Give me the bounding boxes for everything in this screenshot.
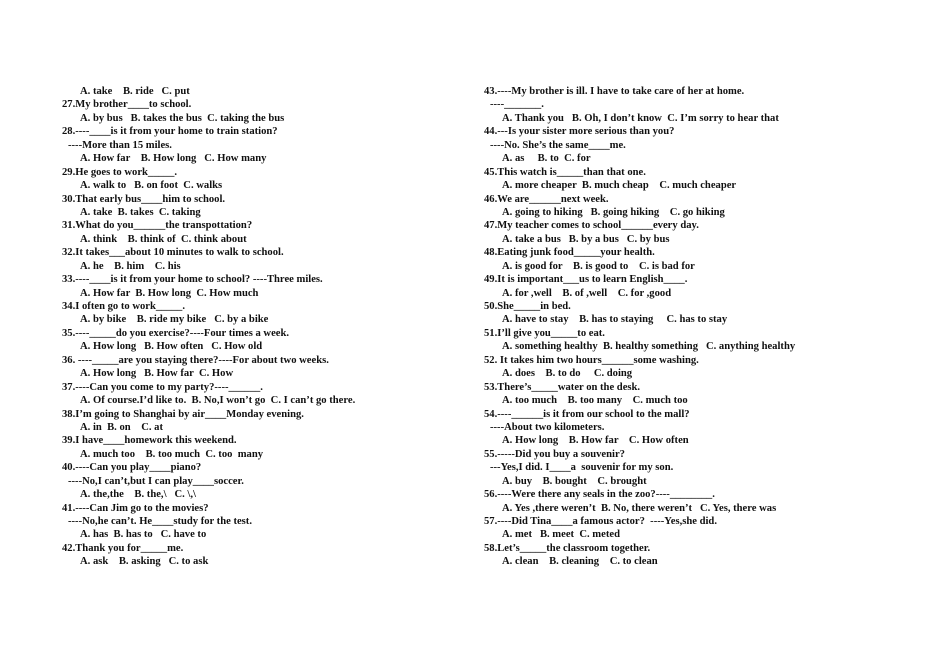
dialogue-line: ----No,I can’t,but I can play____soccer. xyxy=(68,475,244,487)
question-line: 47.My teacher comes to school______every day. xyxy=(484,220,699,232)
answer-options: A. Thank you B. Oh, I don’t know C. I’m sorry to hear that xyxy=(502,112,779,124)
question-line: 48.Eating junk food_____your health. xyxy=(484,247,655,259)
answer-options: A. for ,well B. of ,well C. for ,good xyxy=(502,287,672,299)
dialogue-line: ----About two kilometers. xyxy=(490,421,605,433)
question-line: 31.What do you______the transpottation? xyxy=(62,220,253,232)
question-line: 50.She_____in bed. xyxy=(484,301,571,312)
question-line: 27.My brother____to school. xyxy=(62,99,192,111)
question-line: 38.I’m going to Shanghai by air____Monday evening. xyxy=(62,408,304,420)
question-line: 58.Let’s_____the classroom together. xyxy=(484,542,651,554)
question-line: 52. It takes him two hours______some washing. xyxy=(484,354,699,366)
question-line: 29.He goes to work_____. xyxy=(62,166,178,178)
answer-options: A. much too B. too much C. too many xyxy=(80,448,264,460)
question-line: 45.This watch is_____than that one. xyxy=(484,166,646,178)
answer-options: A. How long B. How often C. How old xyxy=(80,341,263,353)
answer-options: A. How far B. How long C. How many xyxy=(80,153,267,165)
dialogue-line: ----_______. xyxy=(490,99,544,111)
answer-options: A. more cheaper B. much cheap C. much cheaper xyxy=(502,180,737,192)
question-line: 46.We are______next week. xyxy=(484,193,609,205)
dialogue-line: ----More than 15 miles. xyxy=(68,139,172,151)
question-line: 35.----_____do you exercise?----Four times a week. xyxy=(62,327,290,339)
dialogue-line: ----No. She’s the same____me. xyxy=(490,139,626,151)
question-line: 57.----Did Tina____a famous actor? ----Yes,she did. xyxy=(484,516,717,527)
answer-options: A. the,the B. the,\ C. \,\ xyxy=(80,489,196,501)
answer-options: A. he B. him C. his xyxy=(80,260,181,272)
question-line: 30.That early bus____him to school. xyxy=(62,193,226,205)
answer-options: A. Of course.I’d like to. B. No,I won’t go C. I can’t go there. xyxy=(80,395,356,407)
question-line: 37.----Can you come to my party?----______. xyxy=(62,381,263,393)
question-line: 32.It takes___about 10 minutes to walk to school. xyxy=(62,247,284,259)
dialogue-line: ----No,he can’t. He____study for the test. xyxy=(68,516,252,527)
left-column xyxy=(62,85,462,569)
question-line: 55.-----Did you buy a souvenir? xyxy=(484,448,625,460)
answer-options: A. has B. has to C. have to xyxy=(80,529,207,541)
question-line: 49.It is important___us to learn English____. xyxy=(484,274,688,286)
question-line: 36. ----_____are you staying there?----For about two weeks. xyxy=(62,354,329,366)
answer-options: A. going to hiking B. going hiking C. go hiking xyxy=(502,206,725,218)
answer-options: A. too much B. too many C. much too xyxy=(502,395,688,407)
answer-options: A. by bus B. takes the bus C. taking the bus xyxy=(80,112,285,124)
question-line: 43.----My brother is ill. I have to take care of her at home. xyxy=(484,86,745,97)
question-line: 56.----Were there any seals in the zoo?----________. xyxy=(484,489,715,501)
answer-options: A. take a bus B. by a bus C. by bus xyxy=(502,233,670,245)
question-line: 33.----____is it from your home to school? ----Three miles. xyxy=(62,274,323,286)
answer-options: A. think B. think of C. think about xyxy=(80,233,247,245)
question-line: 42.Thank you for_____me. xyxy=(62,542,184,554)
answer-options: A. is good for B. is good to C. is bad for xyxy=(502,260,695,272)
question-line: 51.I’ll give you_____to eat. xyxy=(484,327,605,339)
answer-options: A. take B. ride C. put xyxy=(80,86,190,97)
answer-options: A. How far B. How long C. How much xyxy=(80,287,259,299)
answer-options: A. take B. takes C. taking xyxy=(80,206,201,218)
answer-options: A. as B. to C. for xyxy=(502,153,591,165)
answer-options: A. buy B. bought C. brought xyxy=(502,475,647,487)
dialogue-line: ---Yes,I did. I____a souvenir for my son. xyxy=(490,462,674,474)
answer-options: A. by bike B. ride my bike C. by a bike xyxy=(80,314,269,326)
question-line: 40.----Can you play____piano? xyxy=(62,462,202,474)
answer-options: A. How long B. How far C. How xyxy=(80,368,234,380)
answer-options: A. have to stay B. has to staying C. has to stay xyxy=(502,314,728,326)
question-line: 39.I have____homework this weekend. xyxy=(62,435,237,447)
question-line: 28.----____is it from your home to train station? xyxy=(62,126,278,138)
answer-options: A. How long B. How far C. How often xyxy=(502,435,689,447)
question-line: 54.----______is it from our school to the mall? xyxy=(484,408,690,420)
answer-options: A. ask B. asking C. to ask xyxy=(80,556,209,568)
question-line: 44.---Is your sister more serious than you? xyxy=(484,126,675,138)
question-line: 41.----Can Jim go to the movies? xyxy=(62,502,209,514)
answer-options: A. clean B. cleaning C. to clean xyxy=(502,556,658,568)
question-line: 53.There’s_____water on the desk. xyxy=(484,381,641,393)
answer-options: A. met B. meet C. meted xyxy=(502,529,620,541)
right-column xyxy=(484,85,924,569)
question-line: 34.I often go to work_____. xyxy=(62,301,185,312)
answer-options: A. does B. to do C. doing xyxy=(502,368,633,380)
answer-options: A. in B. on C. at xyxy=(80,421,163,433)
answer-options: A. something healthy B. healthy something C. anything healthy xyxy=(502,341,796,353)
answer-options: A. Yes ,there weren’t B. No, there weren’t C. Yes, there was xyxy=(502,502,777,514)
answer-options: A. walk to B. on foot C. walks xyxy=(80,180,223,192)
